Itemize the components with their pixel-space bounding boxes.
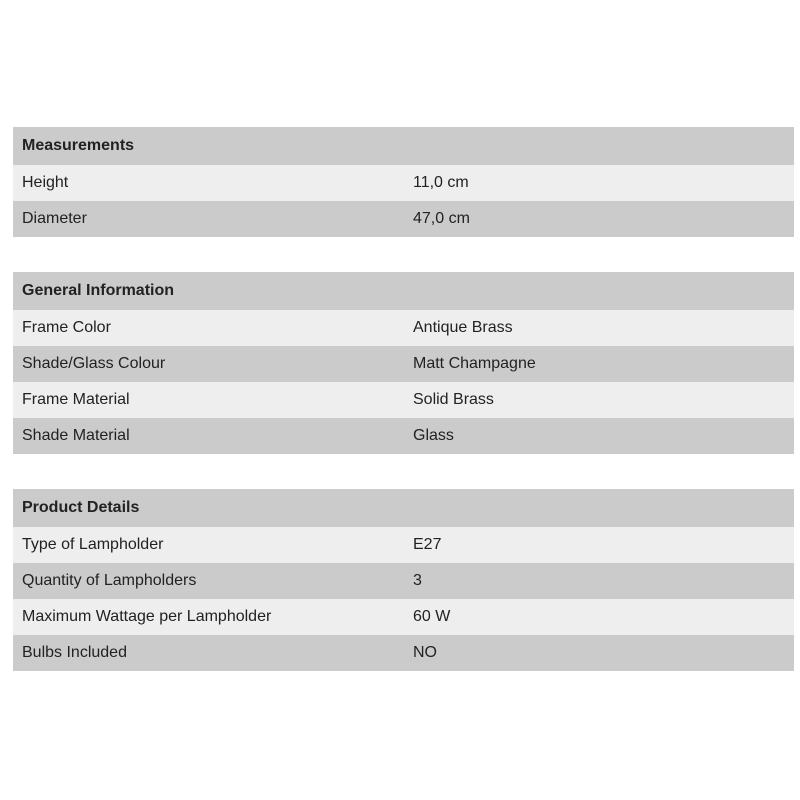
spec-label: Frame Material	[22, 391, 130, 408]
spec-value: Matt Champagne	[413, 355, 536, 372]
spec-value: NO	[413, 644, 437, 661]
table-row-diameter	[13, 201, 794, 237]
section-general-information	[13, 272, 794, 454]
table-row-frame-color	[13, 310, 794, 346]
table-row-frame-material	[13, 382, 794, 418]
table-row-shade-glass-colour	[13, 346, 794, 382]
spec-value: Antique Brass	[413, 319, 513, 336]
section-measurements	[13, 127, 794, 237]
section-rows	[13, 310, 794, 454]
spec-label: Shade/Glass Colour	[22, 355, 166, 372]
spec-value: 47,0 cm	[413, 210, 470, 227]
section-rows	[13, 165, 794, 237]
table-row-bulbs-included	[13, 635, 794, 671]
table-row-shade-material	[13, 418, 794, 454]
spec-label: Maximum Wattage per Lampholder	[22, 608, 272, 625]
spec-label: Shade Material	[22, 427, 130, 444]
spec-value: 60 W	[413, 608, 451, 625]
section-title: Measurements	[22, 137, 135, 154]
spec-label: Height	[22, 174, 69, 191]
table-row-type-of-lampholder	[13, 527, 794, 563]
section-title: Product Details	[22, 499, 140, 516]
spec-label: Frame Color	[22, 319, 111, 336]
spec-label: Quantity of Lampholders	[22, 572, 197, 589]
spec-value: 3	[413, 572, 422, 589]
spec-value: E27	[413, 536, 442, 553]
table-row-quantity-of-lampholders	[13, 563, 794, 599]
section-header-general-information	[13, 272, 794, 310]
section-title: General Information	[22, 282, 175, 299]
section-header-product-details	[13, 489, 794, 527]
table-row-maximum-wattage	[13, 599, 794, 635]
spec-value: 11,0 cm	[413, 174, 469, 191]
product-spec-tables	[13, 127, 794, 706]
section-header-measurements	[13, 127, 794, 165]
spec-value: Glass	[413, 427, 454, 444]
table-row-height	[13, 165, 794, 201]
spec-label: Bulbs Included	[22, 644, 127, 661]
spec-label: Type of Lampholder	[22, 536, 164, 553]
spec-value: Solid Brass	[413, 391, 494, 408]
section-rows	[13, 527, 794, 671]
section-product-details	[13, 489, 794, 671]
spec-label: Diameter	[22, 210, 87, 227]
